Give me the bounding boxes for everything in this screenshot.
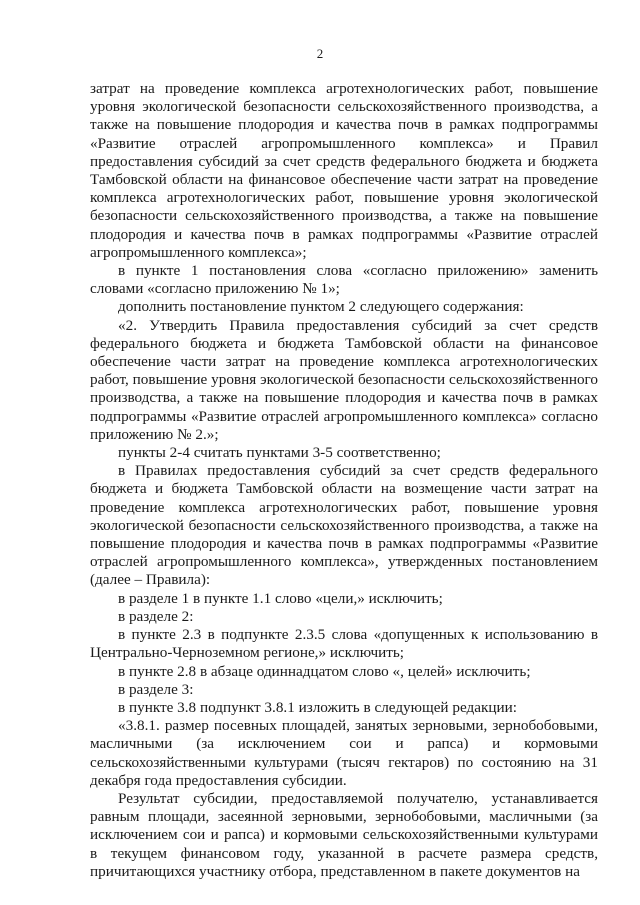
- paragraph: пункты 2-4 считать пунктами 3-5 соответственно;: [118, 444, 441, 462]
- page-number: 2: [316, 46, 324, 61]
- paragraph: в разделе 2:: [118, 607, 194, 625]
- paragraph: «3.8.1. размер посевных площадей, занятых зерновыми, зернобобовыми, масличными (за исключением сои и рапса) и кормовыми сельскохозяйственными культурами (тысяч гектаров) по состоянию на 31 декабря года предоставления субсидии.: [90, 717, 598, 789]
- paragraph: в пункте 2.8 в абзаце одиннадцатом слово «, целей» исключить;: [118, 662, 531, 680]
- paragraph: в пункте 3.8 подпункт 3.8.1 изложить в следующей редакции:: [118, 698, 517, 716]
- paragraph: в разделе 3:: [118, 680, 194, 698]
- paragraph: в Правилах предоставления субсидий за счет средств федерального бюджета и бюджета Тамбовской области на возмещение части затрат на проведение комплекса агротехнологических работ, повышение уровня экологической безопасности сельскохозяйственного производства, а также на повышение плодородия и качества почв в рамках подпрограммы «Развитие отраслей агропромышленного комплекса», утвержденных постановлением (далее – Правила):: [90, 462, 598, 589]
- paragraph: в пункте 2.3 в подпункте 2.3.5 слова «допущенных к использованию в Центрально-Черноземном регионе,» исключить;: [90, 626, 598, 662]
- paragraph: затрат на проведение комплекса агротехнологических работ, повышение уровня экологической безопасности сельскохозяйственного производства, а также на повышение плодородия и качества почв в рамках подпрограммы «Развитие отраслей агропромышленного комплекса» и Правил предоставления субсидий за счет средств федерального бюджета и бюджета Тамбовской области на финансовое обеспечение части затрат на проведение комплекса агротехнологических работ, повышение уровня экологической безопасности сельскохозяйственного производства, а также на повышение плодородия и качества почв в рамках подпрограммы «Развитие отраслей агропромышленного комплекса»;: [90, 80, 598, 261]
- paragraph: Результат субсидии, предоставляемой получателю, устанавливается равным площади, засеянной зерновыми, зернобобовыми, масличными (за исключением сои и рапса) и кормовыми сельскохозяйственными культурами в текущем финансовом году, указанной в расчете размера средств, причитающихся участнику отбора, представленном в пакете документов на: [90, 789, 598, 880]
- body-text: [90, 80, 598, 881]
- paragraph: «2. Утвердить Правила предоставления субсидий за счет средств федерального бюджета и бюджета Тамбовской области на финансовое обеспечение части затрат на проведение комплекса агротехнологических работ, повышение уровня экологической безопасности сельскохозяйственного производства, а также на повышение плодородия и качества почв в рамках подпрограммы «Развитие отраслей агропромышленного комплекса» согласно приложению № 2.»;: [90, 316, 598, 443]
- paragraph: дополнить постановление пунктом 2 следующего содержания:: [118, 298, 524, 316]
- paragraph: в разделе 1 в пункте 1.1 слово «цели,» исключить;: [118, 589, 443, 607]
- paragraph: в пункте 1 постановления слова «согласно приложению» заменить словами «согласно приложению № 1»;: [90, 262, 598, 298]
